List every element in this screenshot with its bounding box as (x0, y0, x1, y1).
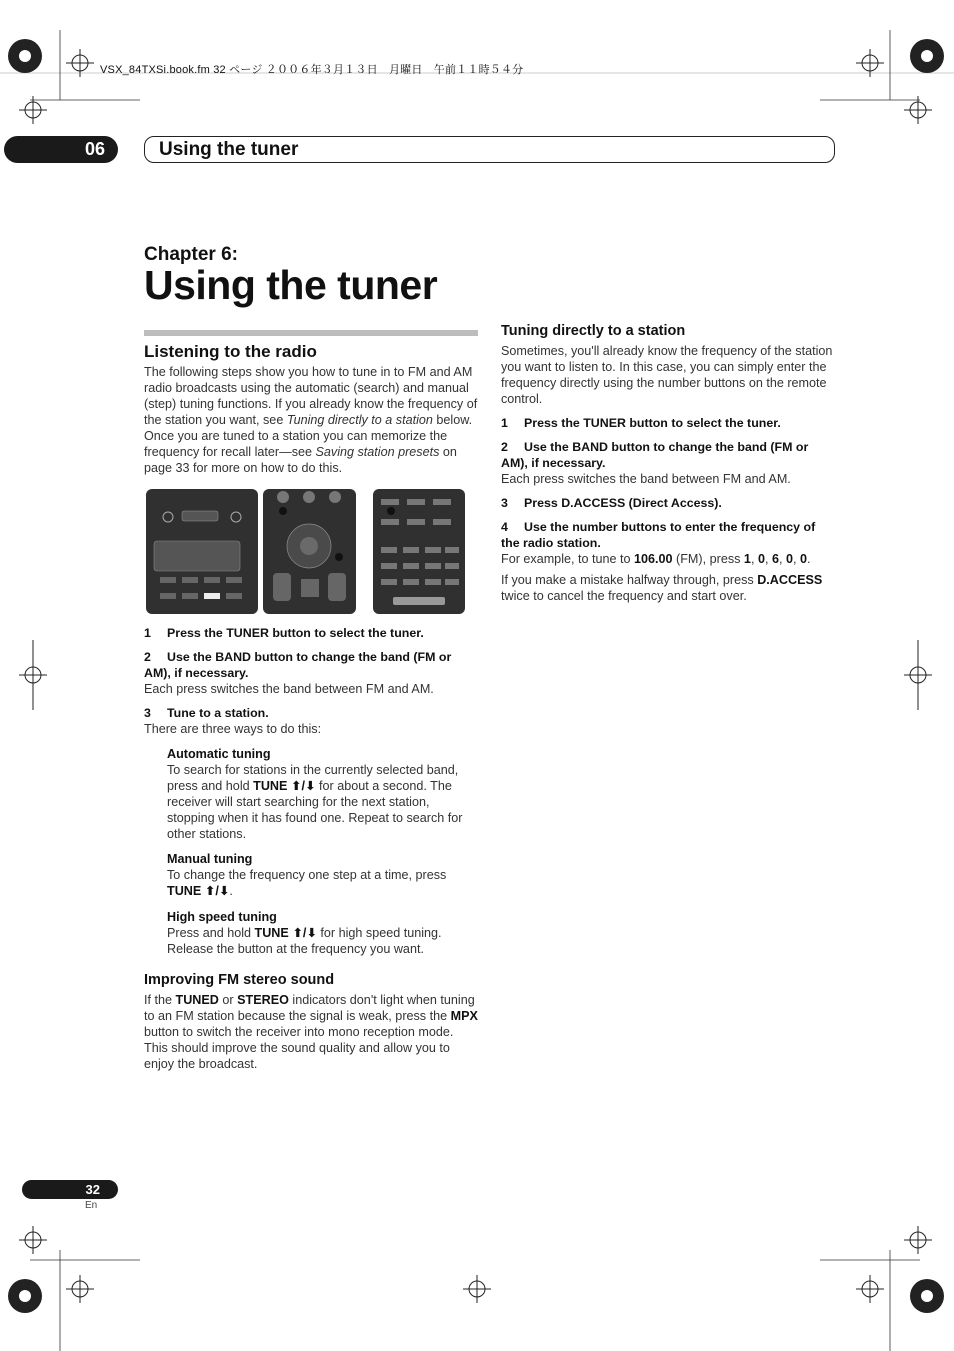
chapter-number-badge: 06 (4, 136, 118, 163)
listen-step-2-note: Each press switches the band between FM and AM. (144, 682, 434, 696)
running-header: Using the tuner (144, 136, 835, 163)
link-saving-presets: Saving station presets (315, 445, 440, 459)
direct-intro: Sometimes, you'll already know the frequency of the station you want to listen to. In this case, you can simply enter the frequency directly using the number buttons on the remote control. (501, 344, 833, 406)
page-number-badge: 32 (22, 1180, 118, 1199)
section-rule (144, 330, 478, 336)
direct-step-2: 2 Use the BAND button to change the band (FM or AM), if necessary. (501, 440, 809, 470)
automatic-tuning-text: To search for stations in the currently selected band, press and hold TUNE ⬆/⬇ for about a second. The receiver will start searching for the next station, stopping when it has found one. Repeat to search for other stations. (167, 763, 463, 841)
listen-step-3-note: There are three ways to do this: (144, 722, 322, 736)
section-heading-listening: Listening to the radio (144, 342, 317, 361)
automatic-tuning-heading: Automatic tuning (167, 747, 271, 761)
listen-step-1: 1 Press the TUNER button to select the tuner. (144, 626, 424, 640)
high-speed-tuning-text: Press and hold TUNE ⬆/⬇ for high speed tuning. Release the button at the frequency you want. (167, 926, 442, 956)
fm-stereo-heading: Improving FM stereo sound (144, 972, 335, 988)
fm-stereo-text: If the TUNED or STEREO indicators don't light when tuning to an FM station because the signal is weak, press the MPX button to switch the receiver into mono reception mode. This should improve the sound quality and allow you to enjoy the broadcast. (144, 993, 478, 1071)
remote-illustration-2 (263, 489, 356, 614)
print-line: VSX_84TXSi.book.fm 32 ページ ２００６年３月１３日 月曜日 午前１１時５４分 (100, 64, 524, 76)
direct-step-1: 1 Press the TUNER button to select the tuner. (501, 416, 781, 430)
direct-mistake-note: If you make a mistake halfway through, press D.ACCESS twice to cancel the frequency and start over. (501, 573, 823, 603)
direct-step-3: 3 Press D.ACCESS (Direct Access). (501, 496, 722, 510)
manual-tuning-heading: Manual tuning (167, 852, 253, 866)
listen-step-2: 2 Use the BAND button to change the band (FM or AM), if necessary. (144, 650, 452, 680)
remote-illustration-3 (373, 489, 465, 614)
direct-tuning-heading: Tuning directly to a station (501, 323, 686, 339)
link-tuning-directly: Tuning directly to a station (286, 413, 433, 427)
pioneer-logo (393, 597, 445, 605)
manual-tuning-text: To change the frequency one step at a time, press TUNE ⬆/⬇. (167, 868, 447, 898)
high-speed-tuning-heading: High speed tuning (167, 910, 277, 924)
page-language: En (85, 1200, 98, 1211)
chapter-title: Using the tuner (144, 262, 438, 308)
remote-illustration-1 (146, 489, 258, 614)
chapter-label: Chapter 6: (144, 244, 238, 265)
direct-step-4: 4 Use the number buttons to enter the frequency of the radio station. (501, 520, 816, 550)
direct-step-2-note: Each press switches the band between FM and AM. (501, 472, 791, 486)
listen-step-3: 3 Tune to a station. (144, 706, 269, 720)
intro-paragraph: The following steps show you how to tune in to FM and AM radio broadcasts using the automatic (search) and manual (step) tuning functions. If you already know the frequency of the station you want, see Tuning directly to a station below. Once you are tuned to a station you can memorize the frequency for recall later—see Saving station presets on page 33 for more on how to do this. (144, 365, 478, 475)
direct-example: For example, to tune to 106.00 (FM), press 1, 0, 6, 0, 0. (501, 552, 811, 566)
